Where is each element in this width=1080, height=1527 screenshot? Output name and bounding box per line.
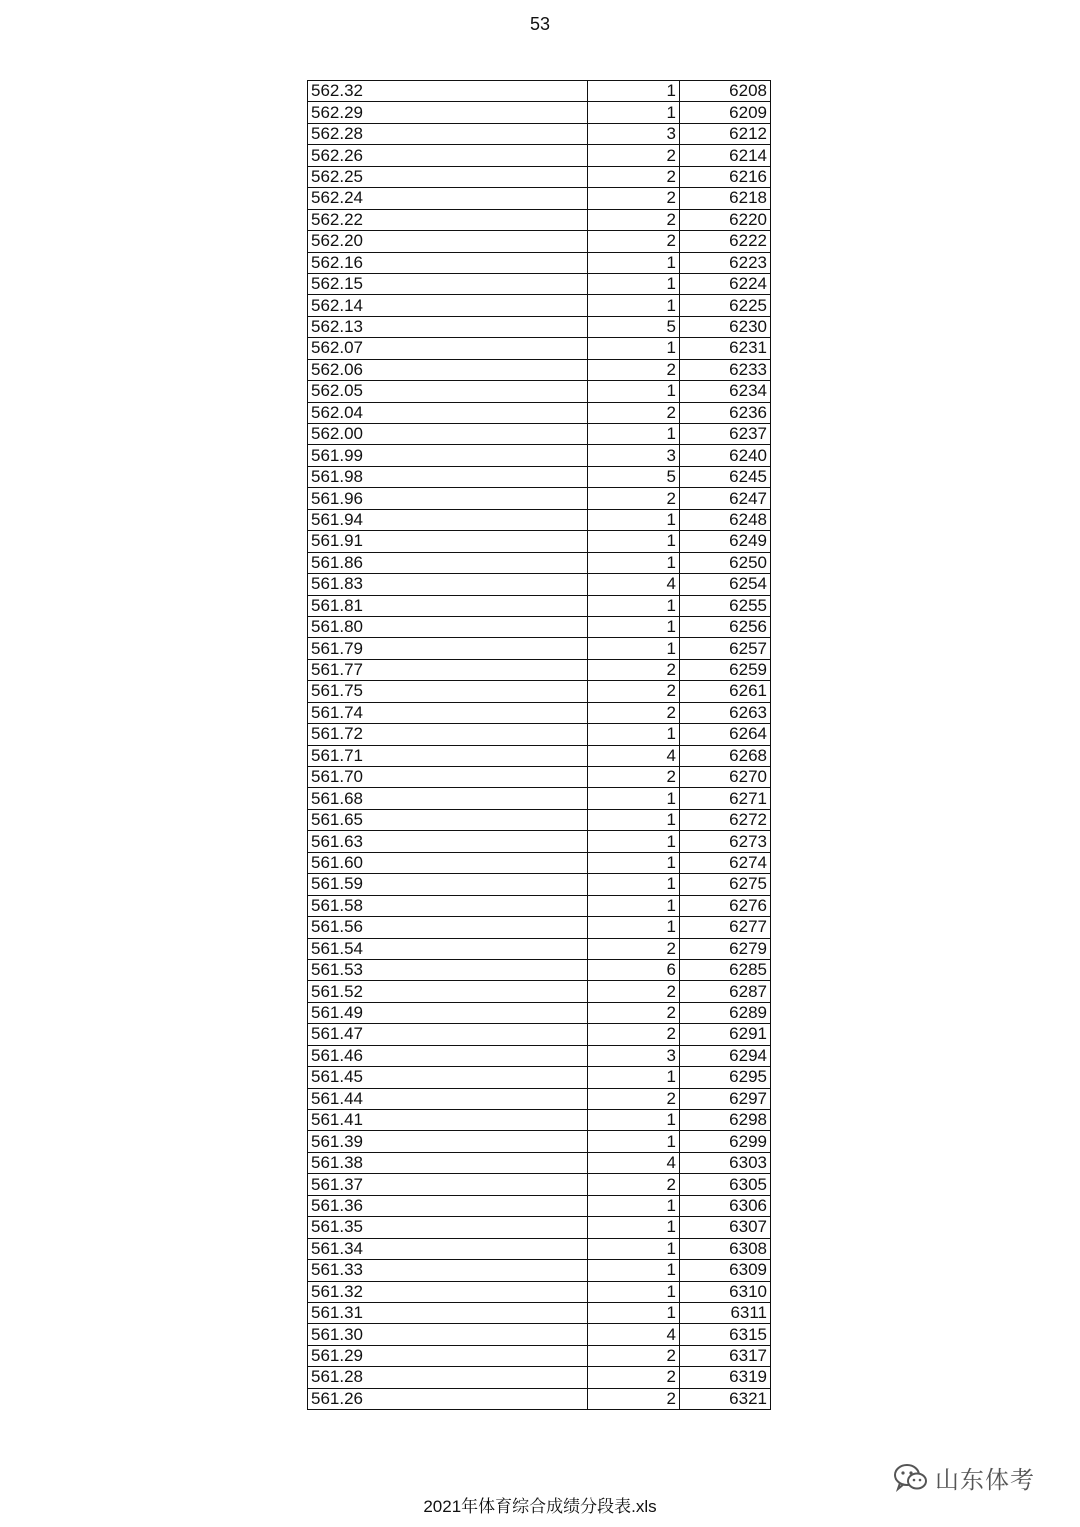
count-cell: 2 bbox=[588, 938, 680, 959]
footer-filename: 2021年体育综合成绩分段表.xls bbox=[423, 1497, 657, 1516]
cumulative-cell: 6209 bbox=[680, 102, 771, 123]
count-cell: 2 bbox=[588, 166, 680, 187]
cumulative-cell: 6308 bbox=[680, 1238, 771, 1259]
table-row bbox=[308, 338, 771, 359]
table-row bbox=[308, 574, 771, 595]
count-cell: 1 bbox=[588, 295, 680, 316]
score-cell: 562.28 bbox=[308, 123, 588, 144]
table-row bbox=[308, 1217, 771, 1238]
cumulative-cell: 6233 bbox=[680, 359, 771, 380]
score-cell: 561.70 bbox=[308, 767, 588, 788]
table-row bbox=[308, 1302, 771, 1323]
table-row bbox=[308, 1045, 771, 1066]
score-cell: 561.86 bbox=[308, 552, 588, 573]
table-row bbox=[308, 1088, 771, 1109]
table-row bbox=[308, 595, 771, 616]
cumulative-cell: 6307 bbox=[680, 1217, 771, 1238]
count-cell: 2 bbox=[588, 402, 680, 423]
count-cell: 2 bbox=[588, 702, 680, 723]
cumulative-cell: 6223 bbox=[680, 252, 771, 273]
score-cell: 562.14 bbox=[308, 295, 588, 316]
table-row bbox=[308, 1110, 771, 1131]
table-row bbox=[308, 209, 771, 230]
count-cell: 1 bbox=[588, 381, 680, 402]
score-cell: 562.24 bbox=[308, 188, 588, 209]
score-cell: 561.94 bbox=[308, 509, 588, 530]
score-cell: 561.96 bbox=[308, 488, 588, 509]
score-cell: 562.26 bbox=[308, 145, 588, 166]
count-cell: 1 bbox=[588, 552, 680, 573]
score-cell: 561.98 bbox=[308, 466, 588, 487]
score-cell: 561.65 bbox=[308, 809, 588, 830]
score-cell: 562.06 bbox=[308, 359, 588, 380]
count-cell: 1 bbox=[588, 252, 680, 273]
score-cell: 562.29 bbox=[308, 102, 588, 123]
cumulative-cell: 6268 bbox=[680, 745, 771, 766]
score-cell: 561.52 bbox=[308, 981, 588, 1002]
cumulative-cell: 6218 bbox=[680, 188, 771, 209]
table-row bbox=[308, 123, 771, 144]
count-cell: 2 bbox=[588, 209, 680, 230]
table-row bbox=[308, 745, 771, 766]
cumulative-cell: 6319 bbox=[680, 1367, 771, 1388]
cumulative-cell: 6297 bbox=[680, 1088, 771, 1109]
table-row bbox=[308, 1152, 771, 1173]
table-row bbox=[308, 466, 771, 487]
count-cell: 2 bbox=[588, 1345, 680, 1366]
table-row bbox=[308, 638, 771, 659]
cumulative-cell: 6271 bbox=[680, 788, 771, 809]
count-cell: 1 bbox=[588, 1110, 680, 1131]
count-cell: 1 bbox=[588, 273, 680, 294]
cumulative-cell: 6317 bbox=[680, 1345, 771, 1366]
count-cell: 1 bbox=[588, 1302, 680, 1323]
table-row bbox=[308, 938, 771, 959]
count-cell: 1 bbox=[588, 102, 680, 123]
cumulative-cell: 6272 bbox=[680, 809, 771, 830]
score-cell: 561.60 bbox=[308, 852, 588, 873]
table-row bbox=[308, 445, 771, 466]
cumulative-cell: 6279 bbox=[680, 938, 771, 959]
score-cell: 561.46 bbox=[308, 1045, 588, 1066]
cumulative-cell: 6285 bbox=[680, 959, 771, 980]
table-row bbox=[308, 1002, 771, 1023]
watermark bbox=[893, 1460, 1035, 1495]
count-cell: 3 bbox=[588, 445, 680, 466]
count-cell: 2 bbox=[588, 145, 680, 166]
table-row bbox=[308, 681, 771, 702]
score-cell: 561.41 bbox=[308, 1110, 588, 1131]
table-row bbox=[308, 381, 771, 402]
score-cell: 561.29 bbox=[308, 1345, 588, 1366]
table-row bbox=[308, 852, 771, 873]
table-row bbox=[308, 509, 771, 530]
score-cell: 561.37 bbox=[308, 1174, 588, 1195]
score-cell: 561.59 bbox=[308, 874, 588, 895]
count-cell: 5 bbox=[588, 316, 680, 337]
cumulative-cell: 6274 bbox=[680, 852, 771, 873]
cumulative-cell: 6240 bbox=[680, 445, 771, 466]
table-row bbox=[308, 166, 771, 187]
count-cell: 1 bbox=[588, 1067, 680, 1088]
count-cell: 1 bbox=[588, 788, 680, 809]
count-cell: 1 bbox=[588, 638, 680, 659]
count-cell: 2 bbox=[588, 1174, 680, 1195]
cumulative-cell: 6276 bbox=[680, 895, 771, 916]
table-row bbox=[308, 231, 771, 252]
cumulative-cell: 6264 bbox=[680, 724, 771, 745]
score-cell: 561.36 bbox=[308, 1195, 588, 1216]
score-cell: 562.04 bbox=[308, 402, 588, 423]
score-cell: 561.72 bbox=[308, 724, 588, 745]
cumulative-cell: 6214 bbox=[680, 145, 771, 166]
page-number: 53 bbox=[529, 14, 551, 34]
score-cell: 561.38 bbox=[308, 1152, 588, 1173]
count-cell: 4 bbox=[588, 1152, 680, 1173]
cumulative-cell: 6216 bbox=[680, 166, 771, 187]
table-row bbox=[308, 102, 771, 123]
cumulative-cell: 6261 bbox=[680, 681, 771, 702]
table-row bbox=[308, 1281, 771, 1302]
score-cell: 561.81 bbox=[308, 595, 588, 616]
table-row bbox=[308, 402, 771, 423]
count-cell: 1 bbox=[588, 1260, 680, 1281]
cumulative-cell: 6248 bbox=[680, 509, 771, 530]
table-row bbox=[308, 359, 771, 380]
score-cell: 561.56 bbox=[308, 917, 588, 938]
table-row bbox=[308, 1024, 771, 1045]
score-cell: 561.26 bbox=[308, 1388, 588, 1409]
cumulative-cell: 6234 bbox=[680, 381, 771, 402]
score-cell: 562.00 bbox=[308, 424, 588, 445]
score-cell: 561.33 bbox=[308, 1260, 588, 1281]
score-cell: 561.30 bbox=[308, 1324, 588, 1345]
score-cell: 562.15 bbox=[308, 273, 588, 294]
table-row bbox=[308, 1260, 771, 1281]
cumulative-cell: 6299 bbox=[680, 1131, 771, 1152]
count-cell: 1 bbox=[588, 724, 680, 745]
cumulative-cell: 6225 bbox=[680, 295, 771, 316]
table-row bbox=[308, 552, 771, 573]
score-cell: 561.68 bbox=[308, 788, 588, 809]
score-cell: 561.75 bbox=[308, 681, 588, 702]
table-row bbox=[308, 1067, 771, 1088]
count-cell: 4 bbox=[588, 1324, 680, 1345]
cumulative-cell: 6254 bbox=[680, 574, 771, 595]
cumulative-cell: 6287 bbox=[680, 981, 771, 1002]
score-cell: 561.77 bbox=[308, 659, 588, 680]
table-row bbox=[308, 81, 771, 102]
table-row bbox=[308, 702, 771, 723]
score-cell: 561.47 bbox=[308, 1024, 588, 1045]
cumulative-cell: 6259 bbox=[680, 659, 771, 680]
table-row bbox=[308, 1388, 771, 1409]
table-row bbox=[308, 531, 771, 552]
cumulative-cell: 6315 bbox=[680, 1324, 771, 1345]
count-cell: 2 bbox=[588, 659, 680, 680]
cumulative-cell: 6222 bbox=[680, 231, 771, 252]
table-row bbox=[308, 809, 771, 830]
table-row bbox=[308, 981, 771, 1002]
table-row bbox=[308, 874, 771, 895]
count-cell: 1 bbox=[588, 509, 680, 530]
cumulative-cell: 6236 bbox=[680, 402, 771, 423]
count-cell: 4 bbox=[588, 574, 680, 595]
count-cell: 3 bbox=[588, 123, 680, 144]
score-cell: 561.34 bbox=[308, 1238, 588, 1259]
score-cell: 561.45 bbox=[308, 1067, 588, 1088]
count-cell: 2 bbox=[588, 231, 680, 252]
table-row bbox=[308, 767, 771, 788]
table-row bbox=[308, 252, 771, 273]
score-cell: 562.25 bbox=[308, 166, 588, 187]
cumulative-cell: 6273 bbox=[680, 831, 771, 852]
score-cell: 561.39 bbox=[308, 1131, 588, 1152]
cumulative-cell: 6208 bbox=[680, 81, 771, 102]
table-body bbox=[308, 81, 771, 1410]
cumulative-cell: 6298 bbox=[680, 1110, 771, 1131]
count-cell: 1 bbox=[588, 1217, 680, 1238]
count-cell: 1 bbox=[588, 874, 680, 895]
count-cell: 2 bbox=[588, 1388, 680, 1409]
table-row bbox=[308, 724, 771, 745]
table-row bbox=[308, 424, 771, 445]
count-cell: 1 bbox=[588, 424, 680, 445]
score-distribution-table bbox=[307, 80, 771, 1410]
table-row bbox=[308, 788, 771, 809]
count-cell: 2 bbox=[588, 359, 680, 380]
table-row bbox=[308, 316, 771, 337]
score-cell: 561.91 bbox=[308, 531, 588, 552]
score-cell: 561.44 bbox=[308, 1088, 588, 1109]
score-cell: 562.20 bbox=[308, 231, 588, 252]
cumulative-cell: 6270 bbox=[680, 767, 771, 788]
score-cell: 562.22 bbox=[308, 209, 588, 230]
score-cell: 561.54 bbox=[308, 938, 588, 959]
count-cell: 3 bbox=[588, 1045, 680, 1066]
table-row bbox=[308, 1174, 771, 1195]
cumulative-cell: 6295 bbox=[680, 1067, 771, 1088]
watermark-text: 山东体考 bbox=[935, 1467, 1035, 1494]
cumulative-cell: 6277 bbox=[680, 917, 771, 938]
table-row bbox=[308, 659, 771, 680]
count-cell: 2 bbox=[588, 188, 680, 209]
table-row bbox=[308, 295, 771, 316]
table-row bbox=[308, 917, 771, 938]
score-cell: 562.13 bbox=[308, 316, 588, 337]
table-row bbox=[308, 145, 771, 166]
wechat-icon bbox=[893, 1463, 929, 1493]
cumulative-cell: 6263 bbox=[680, 702, 771, 723]
table-row bbox=[308, 616, 771, 637]
table-row bbox=[308, 1324, 771, 1345]
cumulative-cell: 6311 bbox=[680, 1302, 771, 1323]
count-cell: 2 bbox=[588, 681, 680, 702]
score-cell: 562.16 bbox=[308, 252, 588, 273]
cumulative-cell: 6247 bbox=[680, 488, 771, 509]
count-cell: 2 bbox=[588, 1002, 680, 1023]
cumulative-cell: 6249 bbox=[680, 531, 771, 552]
score-cell: 561.99 bbox=[308, 445, 588, 466]
cumulative-cell: 6289 bbox=[680, 1002, 771, 1023]
count-cell: 2 bbox=[588, 1088, 680, 1109]
cumulative-cell: 6309 bbox=[680, 1260, 771, 1281]
score-cell: 561.83 bbox=[308, 574, 588, 595]
count-cell: 1 bbox=[588, 338, 680, 359]
cumulative-cell: 6237 bbox=[680, 424, 771, 445]
count-cell: 1 bbox=[588, 1281, 680, 1302]
count-cell: 1 bbox=[588, 831, 680, 852]
score-cell: 561.49 bbox=[308, 1002, 588, 1023]
table-row bbox=[308, 1195, 771, 1216]
score-cell: 561.58 bbox=[308, 895, 588, 916]
count-cell: 1 bbox=[588, 1195, 680, 1216]
cumulative-cell: 6231 bbox=[680, 338, 771, 359]
cumulative-cell: 6250 bbox=[680, 552, 771, 573]
score-cell: 561.28 bbox=[308, 1367, 588, 1388]
cumulative-cell: 6275 bbox=[680, 874, 771, 895]
count-cell: 2 bbox=[588, 488, 680, 509]
score-cell: 561.80 bbox=[308, 616, 588, 637]
count-cell: 1 bbox=[588, 852, 680, 873]
count-cell: 1 bbox=[588, 809, 680, 830]
cumulative-cell: 6256 bbox=[680, 616, 771, 637]
score-cell: 561.53 bbox=[308, 959, 588, 980]
score-cell: 561.79 bbox=[308, 638, 588, 659]
cumulative-cell: 6305 bbox=[680, 1174, 771, 1195]
cumulative-cell: 6291 bbox=[680, 1024, 771, 1045]
cumulative-cell: 6257 bbox=[680, 638, 771, 659]
table-row bbox=[308, 488, 771, 509]
score-cell: 561.35 bbox=[308, 1217, 588, 1238]
score-cell: 561.71 bbox=[308, 745, 588, 766]
table-row bbox=[308, 895, 771, 916]
cumulative-cell: 6303 bbox=[680, 1152, 771, 1173]
cumulative-cell: 6224 bbox=[680, 273, 771, 294]
score-cell: 561.31 bbox=[308, 1302, 588, 1323]
score-cell: 561.63 bbox=[308, 831, 588, 852]
count-cell: 2 bbox=[588, 1367, 680, 1388]
count-cell: 1 bbox=[588, 917, 680, 938]
score-cell: 561.74 bbox=[308, 702, 588, 723]
cumulative-cell: 6212 bbox=[680, 123, 771, 144]
table-row bbox=[308, 273, 771, 294]
count-cell: 2 bbox=[588, 767, 680, 788]
count-cell: 1 bbox=[588, 616, 680, 637]
cumulative-cell: 6294 bbox=[680, 1045, 771, 1066]
count-cell: 2 bbox=[588, 1024, 680, 1045]
score-cell: 562.32 bbox=[308, 81, 588, 102]
count-cell: 4 bbox=[588, 745, 680, 766]
count-cell: 5 bbox=[588, 466, 680, 487]
cumulative-cell: 6255 bbox=[680, 595, 771, 616]
table-row bbox=[308, 831, 771, 852]
count-cell: 1 bbox=[588, 1238, 680, 1259]
score-cell: 561.32 bbox=[308, 1281, 588, 1302]
count-cell: 1 bbox=[588, 1131, 680, 1152]
score-cell: 562.05 bbox=[308, 381, 588, 402]
table-row bbox=[308, 1367, 771, 1388]
cumulative-cell: 6220 bbox=[680, 209, 771, 230]
count-cell: 1 bbox=[588, 81, 680, 102]
cumulative-cell: 6230 bbox=[680, 316, 771, 337]
table-row bbox=[308, 1345, 771, 1366]
cumulative-cell: 6245 bbox=[680, 466, 771, 487]
count-cell: 6 bbox=[588, 959, 680, 980]
score-cell: 562.07 bbox=[308, 338, 588, 359]
table-row bbox=[308, 1238, 771, 1259]
count-cell: 2 bbox=[588, 981, 680, 1002]
cumulative-cell: 6310 bbox=[680, 1281, 771, 1302]
count-cell: 1 bbox=[588, 531, 680, 552]
count-cell: 1 bbox=[588, 595, 680, 616]
cumulative-cell: 6321 bbox=[680, 1388, 771, 1409]
count-cell: 1 bbox=[588, 895, 680, 916]
table-row bbox=[308, 188, 771, 209]
cumulative-cell: 6306 bbox=[680, 1195, 771, 1216]
table-row bbox=[308, 1131, 771, 1152]
table-row bbox=[308, 959, 771, 980]
